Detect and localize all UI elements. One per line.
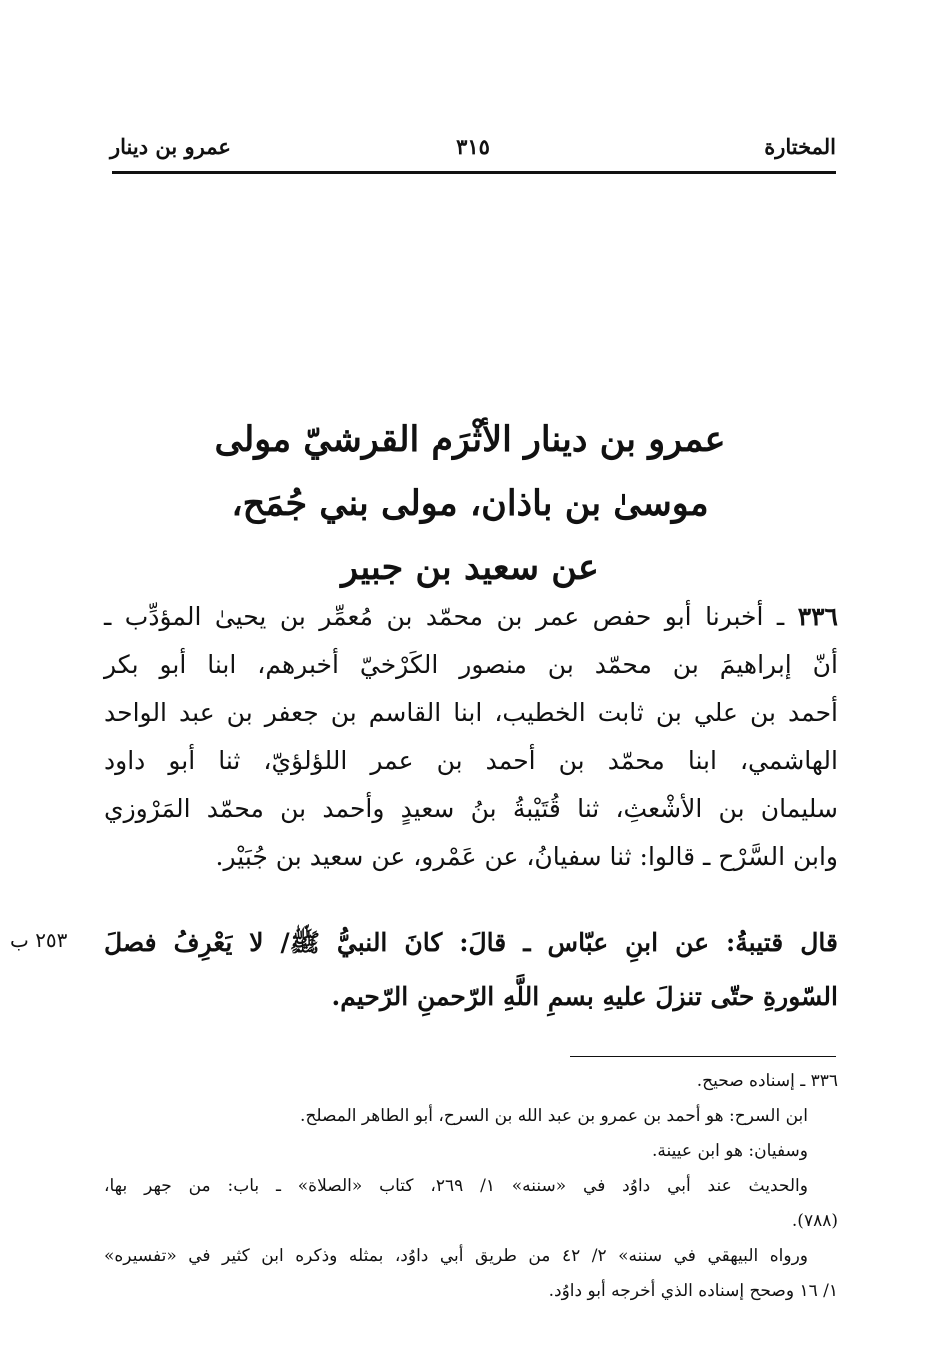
page-number: ٣١٥ (456, 134, 490, 159)
hadith-matn (104, 916, 838, 1024)
isnad-line: سليمان بن الأشْعثِ، ثنا قُتَيْبةُ بنُ سعيدٍ وأحمد بن محمّد المَرْوزي (104, 794, 838, 823)
title-line-2: موسىٰ بن باذان، مولى بني جُمَح، (231, 483, 709, 524)
matn-line: قال قتيبةُ: عن ابنِ عبّاس ـ قالَ: كانَ النبيُّ ﷺ/ لا يَعْرِفُ فصلَ (104, 928, 838, 957)
running-header (110, 134, 836, 170)
chapter-title (140, 408, 800, 600)
title-line-3: عن سعيد بن جبير (341, 547, 599, 588)
footnote-line: ٣٣٦ ـ إسناده صحيح. (696, 1071, 838, 1091)
footnote-line: (٧٨٨). (791, 1211, 838, 1231)
isnad-line: أحمد بن علي بن ثابت الخطيب، ابنا القاسم بن جعفر بن عبد الواحد (104, 698, 838, 727)
header-rule (112, 171, 836, 174)
hadith-isnad (104, 593, 838, 881)
footnote-rule (570, 1056, 836, 1057)
manuscript-folio-note: ٢٥٣ ب (10, 928, 68, 952)
title-line-1: عمرو بن دينار الأثْرَم القرشيّ مولى (214, 419, 726, 460)
footnote-line: ورواه البيهقي في سننه» ٢/ ٤٢ من طريق أبي داوُد، بمثله وذكره ابن كثير في «تفسيره» (104, 1246, 808, 1266)
header-book-title: المختارة (764, 134, 836, 159)
isnad-line: ٣٣٦ ـ أخبرنا أبو حفص عمر بن محمّد بن مُعمِّر بن يحيىٰ المؤدِّب ـ (104, 602, 838, 631)
footnote-line: والحديث عند أبي داوُد في «سننه» ١/ ٢٦٩، كتاب «الصلاة» ـ باب: من جهر بها، (104, 1176, 808, 1196)
footnotes (104, 1064, 838, 1309)
footnote-line: ١/ ١٦ وصحح إسناده الذي أخرجه أبو داوُد. (548, 1281, 838, 1301)
matn-line: السّورةِ حتّى تنزلَ عليهِ بسمِ اللَّهِ الرّحمنِ الرّحيم. (331, 982, 838, 1011)
isnad-line: وابن السَّرْح ـ قالوا: ثنا سفيانُ، عن عَمْرو، عن سعيد بن جُبَيْر. (215, 842, 838, 871)
isnad-line: أنّ إبراهيمَ بن محمّد بن منصور الكَرْخيّ أخبرهم، ابنا أبو بكر (104, 650, 838, 679)
footnote-line: وسفيان: هو ابن عيينة. (652, 1141, 808, 1161)
header-section-title: عمرو بن دينار (110, 134, 231, 159)
footnote-line: ابن السرح: هو أحمد بن عمرو بن عبد الله بن السرح، أبو الطاهر المصلح. (300, 1106, 808, 1126)
hadith-number: ٣٣٦ (797, 602, 838, 631)
isnad-line: الهاشمي، ابنا محمّد بن أحمد بن عمر اللؤلؤيّ، ثنا أبو داود (104, 746, 838, 775)
